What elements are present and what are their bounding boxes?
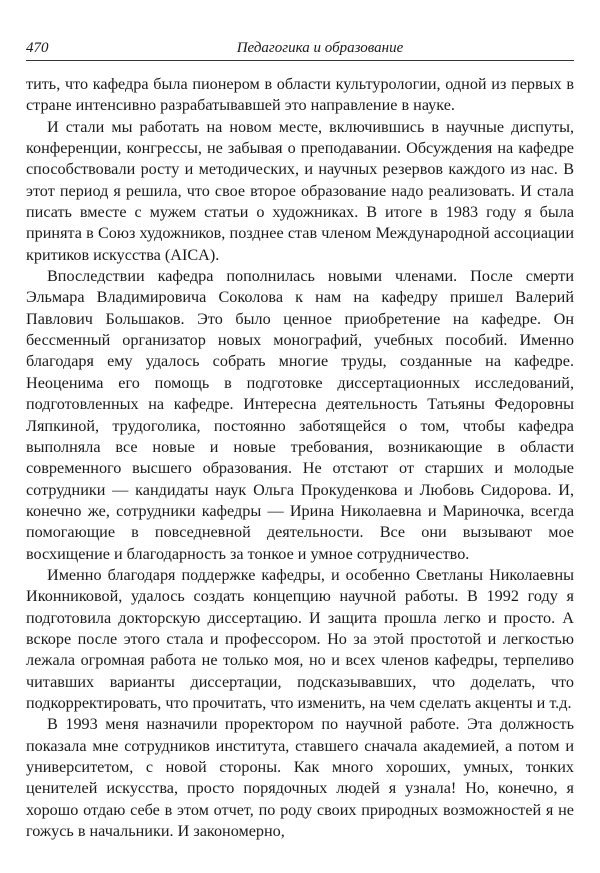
- page-number: 470: [26, 40, 49, 56]
- paragraph: тить, что кафедра была пионером в области культурологии, одной из первых в стране интенсивно разрабатывавшей это направление в науке.: [26, 75, 574, 115]
- paragraph: Именно благодаря поддержке кафедры, и особенно Светланы Николаевны Иконниковой, удалось создать концепцию научной работы. В 1992 году я подготовила докторскую диссертацию. И защита прошла легко и просто. А вскоре после этого стала и профессором. Но за этой простотой и легкостью лежала огромная работа не только моя, но и всех членов кафедры, терпеливо читавших варианты диссертации, подсказывавших, что доделать, что подкорректировать, что прочитать, что изменить, на чем сделать акценты и т.д.: [26, 565, 574, 712]
- page-header: [26, 36, 574, 61]
- running-title: Педагогика и образование: [236, 40, 404, 56]
- paragraph: В 1993 меня назначили проректором по научной работе. Эта должность показала мне сотрудников института, ставшего сначала академией, а потом и университетом, с новой стороны. Как много хороших, умных, тонких ценителей искусства, просто порядочных людей я узнала! Но, конечно, я хорошо отдаю себе в этом отчет, по роду своих природных возможностей я не гожусь в начальники. И закономерно,: [26, 715, 574, 841]
- paragraph: Впоследствии кафедра пополнилась новыми членами. После смерти Эльмара Владимировича Соколова к нам на кафедру пришел Валерий Павлович Большаков. Это было ценное приобретение на кафедре. Он бессменный организатор новых монографий, учебных пособий. Именно благодаря ему удалось собрать многие труды, созданные на кафедре. Неоценима его помощь в подготовке диссертационных исследований, подготовленных на кафедре. Интересна деятельность Татьяны Федоровны Ляпкиной, трудоголика, постоянно заботящейся о том, чтобы кафедра выполняла все новые и новые требования, возникающие в области современного высшего образования. Не отстают от старших и молодые сотрудники — кандидаты наук Ольга Прокуденкова и Любовь Сидорова. И, конечно же, сотрудники кафедры — Ирина Николаевна и Мариночка, всегда помогающие в повседневной деятельности. Все они вызывают мое восхищение и благодарность за тонкое и умное сотрудничество.: [26, 267, 574, 563]
- paragraph: И стали мы работать на новом месте, включившись в научные диспуты, конференции, конгрессы, не забывая о преподавании. Обсуждения на кафедре способствовали росту и методических, и научных резервов каждого из нас. В этот период я решила, что свое второе образование надо реализовать. И стала писать вместе с мужем статьи о художниках. В итоге в 1983 году я была принята в Союз художников, позднее став членом Международной ассоциации критиков искусства (AICA).: [26, 117, 574, 264]
- page-body: [26, 74, 574, 842]
